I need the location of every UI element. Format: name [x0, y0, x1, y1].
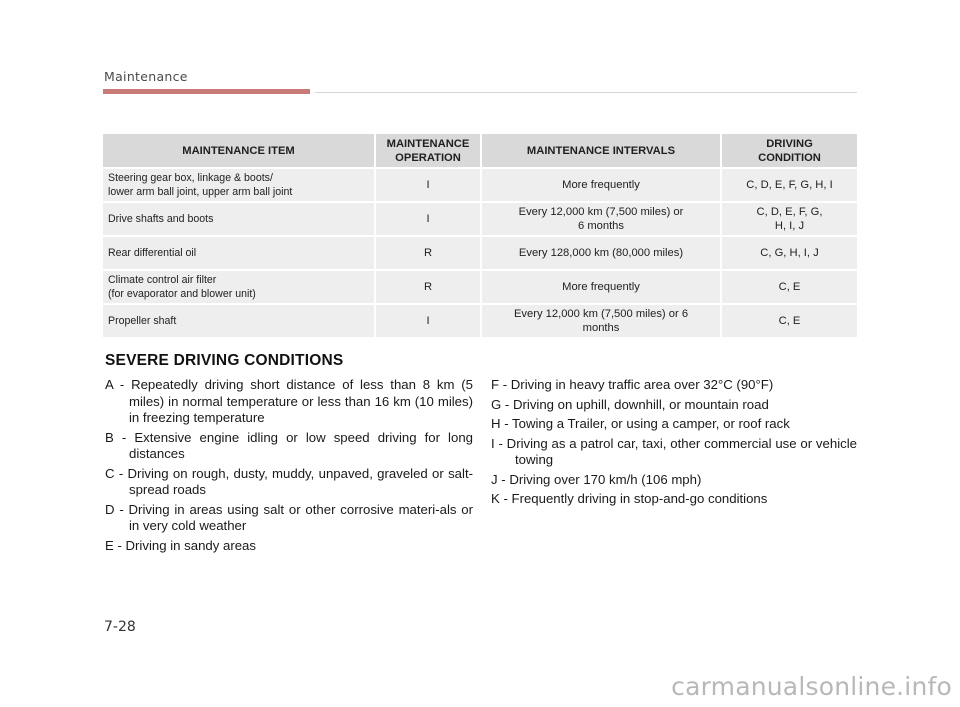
- condition-key: K -: [491, 491, 512, 506]
- cell-interval: Every 12,000 km (7,500 miles) or 6 months: [481, 202, 721, 236]
- condition-item: [491, 472, 857, 489]
- column-header: DRIVING CONDITION: [721, 134, 857, 168]
- condition-item: [491, 436, 857, 469]
- column-header: MAINTENANCE INTERVALS: [481, 134, 721, 168]
- condition-text: Driving in areas using salt or other corrosive materi-als or in very cold weather: [128, 501, 473, 533]
- condition-text: Driving in heavy traffic area over 32°C (90°F): [510, 377, 774, 392]
- cell-condition: C, E: [721, 304, 857, 337]
- condition-key: J -: [491, 471, 510, 487]
- condition-text: Driving on uphill, downhill, or mountain road: [512, 396, 769, 412]
- page-number: 7-28: [104, 619, 136, 635]
- table-header-row: [103, 134, 857, 168]
- maintenance-table: [103, 134, 857, 337]
- cell-operation: I: [375, 168, 481, 202]
- table-row: [103, 270, 857, 304]
- condition-item: [491, 397, 857, 414]
- cell-interval: Every 128,000 km (80,000 miles): [481, 236, 721, 270]
- condition-text: Repeatedly driving short distance of less than 8 km (5 miles) in normal temperature or less than 16 km (10 miles) in freezing temperature: [129, 377, 473, 425]
- cell-operation: I: [375, 304, 481, 337]
- condition-key: F -: [491, 377, 511, 392]
- condition-item: [105, 538, 473, 555]
- condition-item: [105, 430, 473, 463]
- cell-operation: R: [375, 236, 481, 270]
- condition-item: [491, 491, 857, 508]
- condition-key: E -: [105, 537, 126, 553]
- table-row: [103, 202, 857, 236]
- table-row: [103, 304, 857, 337]
- column-header: MAINTENANCE OPERATION: [375, 134, 481, 168]
- condition-text: Towing a Trailer, or using a camper, or roof rack: [512, 416, 790, 431]
- cell-operation: R: [375, 270, 481, 304]
- cell-item: Rear differential oil: [103, 236, 375, 270]
- cell-item: Propeller shaft: [103, 304, 375, 337]
- condition-text: Extensive engine idling or low speed driving for long distances: [129, 429, 473, 461]
- condition-text: Driving over 170 km/h (106 mph): [509, 471, 702, 487]
- condition-item: [105, 466, 473, 499]
- cell-item: Drive shafts and boots: [103, 202, 375, 236]
- cell-interval: More frequently: [481, 168, 721, 202]
- watermark: carmanualsonline.info: [671, 672, 952, 701]
- severe-conditions-title: SEVERE DRIVING CONDITIONS: [105, 352, 344, 369]
- condition-text: Driving as a patrol car, taxi, other commercial use or vehicle towing: [506, 435, 857, 467]
- condition-item: [491, 377, 857, 394]
- table-row: [103, 236, 857, 270]
- cell-condition: C, G, H, I, J: [721, 236, 857, 270]
- condition-key: I -: [491, 435, 507, 451]
- cell-item: Steering gear box, linkage & boots/ lower arm ball joint, upper arm ball joint: [103, 168, 375, 202]
- header-accent-rule: [103, 89, 310, 94]
- condition-key: G -: [491, 396, 513, 412]
- conditions-list-left: [105, 377, 473, 557]
- cell-interval: More frequently: [481, 270, 721, 304]
- cell-condition: C, D, E, F, G, H, I: [721, 168, 857, 202]
- condition-item: [491, 416, 857, 433]
- condition-item: [105, 502, 473, 535]
- condition-item: [105, 377, 473, 427]
- cell-operation: I: [375, 202, 481, 236]
- condition-key: B -: [105, 429, 135, 445]
- table-row: [103, 168, 857, 202]
- condition-text: Driving on rough, dusty, muddy, unpaved, graveled or salt- spread roads: [127, 465, 473, 497]
- section-label: Maintenance: [104, 69, 188, 84]
- condition-key: H -: [491, 416, 513, 431]
- header-divider: [315, 92, 857, 93]
- cell-condition: C, E: [721, 270, 857, 304]
- condition-text: Frequently driving in stop-and-go conditions: [511, 491, 768, 506]
- condition-key: C -: [105, 465, 128, 481]
- column-header: MAINTENANCE ITEM: [103, 134, 375, 168]
- cell-item: Climate control air filter (for evaporator and blower unit): [103, 270, 375, 304]
- cell-condition: C, D, E, F, G, H, I, J: [721, 202, 857, 236]
- conditions-list-right: [491, 377, 857, 511]
- condition-text: Driving in sandy areas: [125, 537, 256, 553]
- condition-key: A -: [105, 377, 132, 392]
- cell-interval: Every 12,000 km (7,500 miles) or 6 months: [481, 304, 721, 337]
- condition-key: D -: [105, 501, 129, 517]
